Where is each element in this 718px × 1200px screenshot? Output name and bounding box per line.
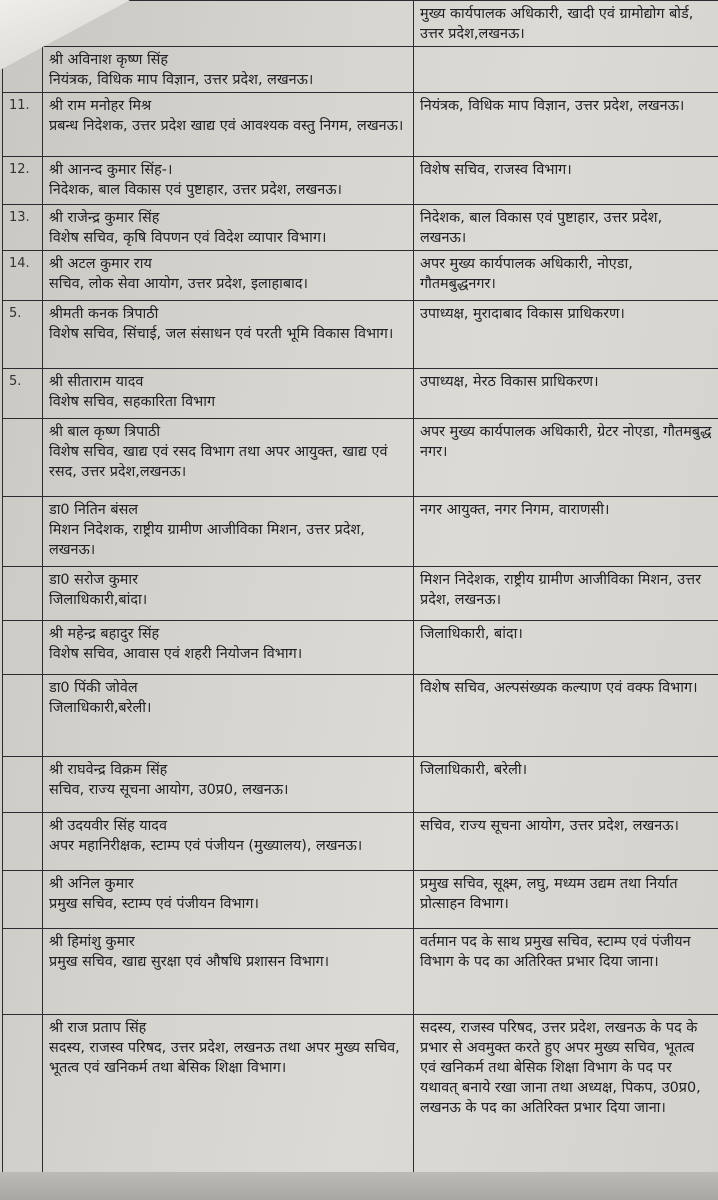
new-posting: जिलाधिकारी, बरेली।: [414, 757, 718, 813]
officer-name: डा0 पिंकी जोवेल: [49, 680, 138, 696]
officer-name: श्री सीताराम यादव: [49, 374, 144, 390]
serial-number: 5.: [3, 369, 43, 419]
officer-name: श्री महेन्द्र बहादुर सिंह: [49, 626, 160, 642]
officer-current-post-cell: [43, 47, 414, 93]
officer-name: श्री अटल कुमार राय: [49, 256, 152, 272]
table-row: [3, 757, 718, 813]
table-row: [3, 675, 718, 757]
new-posting: विशेष सचिव, राजस्व विभाग।: [414, 157, 718, 205]
serial-number: [3, 813, 43, 871]
serial-number: [3, 757, 43, 813]
officer-current-post-cell: [43, 813, 414, 871]
current-post: प्रमुख सचिव, स्टाम्प एवं पंजीयन विभाग।: [49, 896, 259, 912]
serial-number: [3, 567, 43, 621]
new-posting: [414, 47, 718, 93]
officer-name: श्री बाल कृष्ण त्रिपाठी: [49, 424, 161, 440]
table-row: [3, 301, 718, 369]
serial-number: [3, 419, 43, 497]
table-row: [3, 157, 718, 205]
current-post: अपर महानिरीक्षक, स्टाम्प एवं पंजीयन (मुख्यालय), लखनऊ।: [49, 838, 363, 854]
table-row: [3, 871, 718, 929]
current-post: नियंत्रक, विधिक माप विज्ञान, उत्तर प्रदेश, लखनऊ।: [49, 72, 314, 88]
serial-number: [3, 621, 43, 675]
serial-number: 13.: [3, 205, 43, 251]
officer-current-post-cell: [43, 1015, 414, 1189]
table-row: [3, 497, 718, 567]
officer-current-post-cell: [43, 757, 414, 813]
new-posting: सचिव, राज्य सूचना आयोग, उत्तर प्रदेश, लखनऊ।: [414, 813, 718, 871]
officer-current-post-cell: [43, 301, 414, 369]
table-row: [3, 419, 718, 497]
officer-current-post-cell: [43, 497, 414, 567]
officer-current-post-cell: [43, 419, 414, 497]
current-post: विशेष सचिव, आवास एवं शहरी नियोजन विभाग।: [49, 646, 303, 662]
new-posting: जिलाधिकारी, बांदा।: [414, 621, 718, 675]
current-post: सचिव, लोक सेवा आयोग, उत्तर प्रदेश, इलाहाबाद।: [49, 276, 308, 292]
officer-name: डा0 नितिन बंसल: [49, 502, 139, 518]
new-posting: नियंत्रक, विधिक माप विज्ञान, उत्तर प्रदेश, लखनऊ।: [414, 93, 718, 157]
serial-number: [3, 1015, 43, 1189]
current-post: विशेष सचिव, सहकारिता विभाग: [49, 394, 216, 410]
officer-name: श्री हिमांशु कुमार: [49, 934, 135, 950]
officer-name: श्री अनिल कुमार: [49, 876, 134, 892]
officer-current-post-cell: [43, 567, 414, 621]
officer-name: श्री राजेन्द्र कुमार सिंह: [49, 210, 160, 226]
new-posting: वर्तमान पद के साथ प्रमुख सचिव, स्टाम्प एवं पंजीयन विभाग के पद का अतिरिक्त प्रभार दिया जाना।: [414, 929, 718, 1015]
officer-name: श्री राघवेन्द्र विक्रम सिंह: [49, 762, 168, 778]
page-bottom-shadow: [0, 1172, 718, 1200]
new-posting: उपाध्यक्ष, मुरादाबाद विकास प्राधिकरण।: [414, 301, 718, 369]
new-posting: निदेशक, बाल विकास एवं पुष्टाहार, उत्तर प्रदेश, लखनऊ।: [414, 205, 718, 251]
current-post: विशेष सचिव, खाद्य एवं रसद विभाग तथा अपर आयुक्त, खाद्य एवं रसद, उत्तर प्रदेश,लखनऊ।: [49, 444, 388, 480]
transfer-list-table: [2, 0, 718, 1189]
serial-number: 14.: [3, 251, 43, 301]
serial-number: 11.: [3, 93, 43, 157]
current-post: विशेष सचिव, कृषि विपणन एवं विदेश व्यापार विभाग।: [49, 230, 327, 246]
officer-current-post-cell: [43, 205, 414, 251]
new-posting: मुख्य कार्यपालक अधिकारी, खादी एवं ग्रामोद्योग बोर्ड, उत्तर प्रदेश,लखनऊ।: [414, 1, 718, 47]
officer-current-post-cell: [43, 929, 414, 1015]
new-posting: उपाध्यक्ष, मेरठ विकास प्राधिकरण।: [414, 369, 718, 419]
officer-name: डा0 सरोज कुमार: [49, 572, 139, 588]
current-post: प्रमुख सचिव, खाद्य सुरक्षा एवं औषधि प्रशासन विभाग।: [49, 954, 330, 970]
officer-name: श्री राम मनोहर मिश्र: [49, 98, 152, 114]
serial-number: [3, 675, 43, 757]
officer-current-post-cell: [43, 621, 414, 675]
current-post: सदस्य, राजस्व परिषद, उत्तर प्रदेश, लखनऊ तथा अपर मुख्य सचिव, भूतत्व एवं खनिकर्म तथा बेसिक शिक्षा विभाग।: [49, 1040, 400, 1076]
new-posting: अपर मुख्य कार्यपालक अधिकारी, ग्रेटर नोएडा, गौतमबुद्ध नगर।: [414, 419, 718, 497]
current-post: विशेष सचिव, सिंचाई, जल संसाधन एवं परती भूमि विकास विभाग।: [49, 326, 394, 342]
officer-current-post-cell: [43, 871, 414, 929]
serial-number: [3, 871, 43, 929]
officer-name: श्रीमती कनक त्रिपाठी: [49, 306, 159, 322]
serial-number: [3, 497, 43, 567]
serial-number: 5.: [3, 301, 43, 369]
new-posting: विशेष सचिव, अल्पसंख्यक कल्याण एवं वक्फ विभाग।: [414, 675, 718, 757]
table-row: [3, 47, 718, 93]
new-posting: अपर मुख्य कार्यपालक अधिकारी, नोएडा, गौतमबुद्धनगर।: [414, 251, 718, 301]
table-row: [3, 251, 718, 301]
officer-name: श्री अविनाश कृष्ण सिंह: [49, 52, 169, 68]
current-post: जिलाधिकारी,बरेली।: [49, 700, 152, 716]
officer-current-post-cell: [43, 93, 414, 157]
table-row: [3, 205, 718, 251]
new-posting: प्रमुख सचिव, सूक्ष्म, लघु, मध्यम उद्यम तथा निर्यात प्रोत्साहन विभाग।: [414, 871, 718, 929]
new-posting: मिशन निदेशक, राष्ट्रीय ग्रामीण आजीविका मिशन, उत्तर प्रदेश, लखनऊ।: [414, 567, 718, 621]
serial-number: 12.: [3, 157, 43, 205]
table-row: [3, 93, 718, 157]
current-post: सचिव, राज्य सूचना आयोग, उ0प्र0, लखनऊ।: [49, 782, 289, 798]
table-row: [3, 369, 718, 419]
officer-name: श्री उदयवीर सिंह यादव: [49, 818, 167, 834]
officer-current-post-cell: [43, 675, 414, 757]
table-row: [3, 929, 718, 1015]
officer-name: श्री राज प्रताप सिंह: [49, 1020, 147, 1036]
officer-current-post-cell: [43, 369, 414, 419]
table-row: [3, 621, 718, 675]
current-post: निदेशक, बाल विकास एवं पुष्टाहार, उत्तर प्रदेश, लखनऊ।: [49, 182, 342, 198]
table-row: [3, 1015, 718, 1189]
table-row: [3, 813, 718, 871]
current-post: जिलाधिकारी,बांदा।: [49, 592, 148, 608]
serial-number: [3, 929, 43, 1015]
table-row: [3, 567, 718, 621]
current-post: मिशन निदेशक, राष्ट्रीय ग्रामीण आजीविका मिशन, उत्तर प्रदेश, लखनऊ।: [49, 522, 365, 558]
new-posting: नगर आयुक्त, नगर निगम, वाराणसी।: [414, 497, 718, 567]
new-posting: सदस्य, राजस्व परिषद, उत्तर प्रदेश, लखनऊ के पद के प्रभार से अवमुक्त करते हुए अपर मुख्य सचिव, भूतत्व एवं खनिकर्म तथा बेसिक शिक्षा विभाग के पद पर यथावत् बनाये रखा जाना तथा अध्यक्ष, पिकप, उ0प्र0, लखनऊ के पद का अतिरिक्त प्रभार दिया जाना।: [414, 1015, 718, 1189]
officer-current-post-cell: [43, 251, 414, 301]
officer-current-post-cell: [43, 157, 414, 205]
current-post: प्रबन्ध निदेशक, उत्तर प्रदेश खाद्य एवं आवश्यक वस्तु निगम, लखनऊ।: [49, 118, 404, 134]
officer-name: श्री आनन्द कुमार सिंह-।: [49, 162, 173, 178]
